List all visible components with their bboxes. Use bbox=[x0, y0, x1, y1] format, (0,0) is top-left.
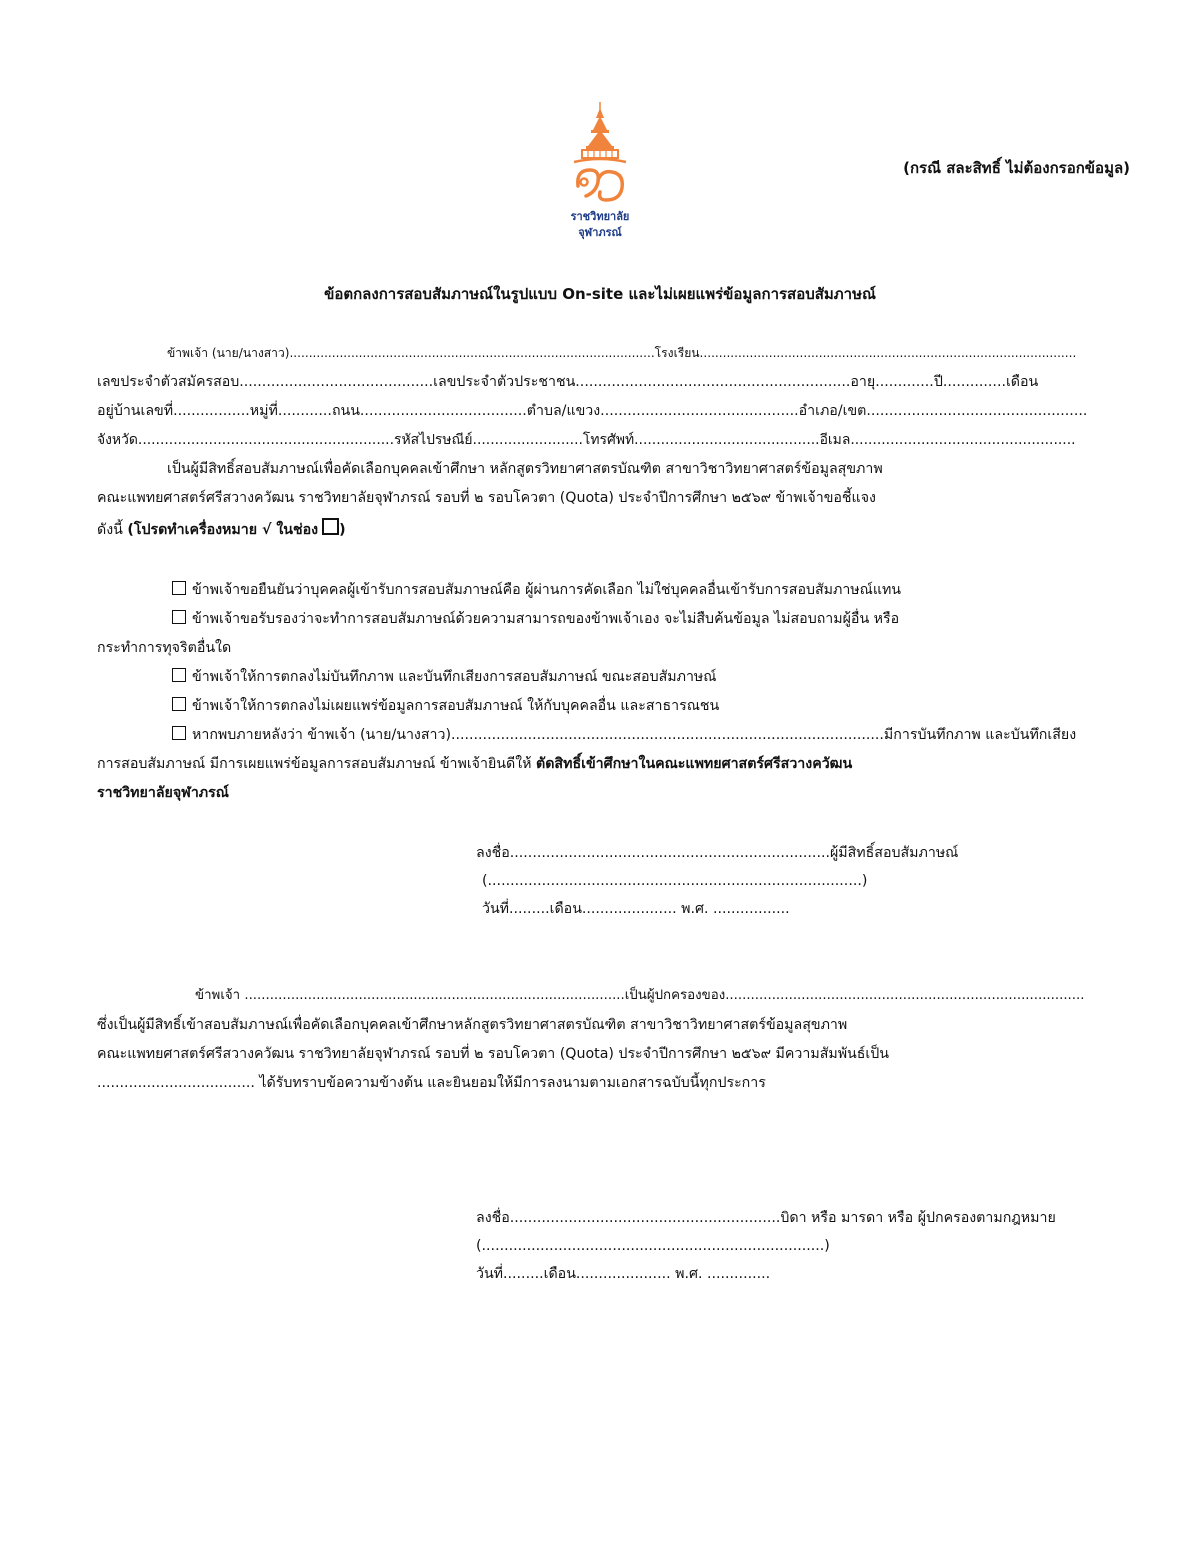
agreement-item-1-text: ข้าพเจ้าขอยืนยันว่าบุคคลผู้เข้ารับการสอบสัมภาษณ์คือ ผู้ผ่านการคัดเลือก ไม่ใช่บุคคลอื่นเข้ารับการสอบสัมภาษณ์แทน bbox=[192, 582, 902, 598]
info-line-contact: จังหวัด..........................................................รหัสไปรษณีย์.........................โทรศัพท์..........................................อีเมล................................................... bbox=[97, 432, 1076, 448]
document-title: ข้อตกลงการสอบสัมภาษณ์ในรูปแบบ On-site และไม่เผยแพร่ข้อมูลการสอบสัมภาษณ์ bbox=[324, 285, 876, 303]
info-line-ids-age: เลขประจำตัวสมัครสอบ...........................................เลขประจำตัวประชาชน.............................................................อายุ.............ปี..............เดือน bbox=[97, 374, 1039, 390]
checkbox-sample-icon bbox=[322, 518, 339, 535]
agreement-item-5-institution: ราชวิทยาลัยจุฬาภรณ์ bbox=[97, 785, 229, 801]
agreement-item-3-text: ข้าพเจ้าให้การตกลงไม่บันทึกภาพ และบันทึกเสียงการสอบสัมภาษณ์ ขณะสอบสัมภาษณ์ bbox=[192, 669, 717, 685]
agreement-item-2-cont: กระทำการทุจริตอื่นใด bbox=[97, 640, 232, 656]
agreement-item-5-cont bbox=[97, 751, 1087, 777]
guardian-line-1: ข้าพเจ้า ..........................................................................................เป็นผู้ปกครองของ..................................................................................... bbox=[195, 988, 1085, 1003]
applicant-signature-line: ลงชื่อ.......................................................................ผู้มีสิทธิ์สอบสัมภาษณ์ bbox=[476, 845, 959, 861]
agreement-item-5 bbox=[97, 722, 1087, 748]
guardian-line-2: ซึ่งเป็นผู้มีสิทธิ์เข้าสอบสัมภาษณ์เพื่อคัดเลือกบุคคลเข้าศึกษาหลักสูตรวิทยาศาสตรบัณฑิต สาขาวิชาวิทยาศาสตร์ข้อมูลสุขภาพ bbox=[97, 1017, 848, 1033]
agreement-item-1 bbox=[97, 577, 1087, 603]
agreement-checkbox-2[interactable] bbox=[172, 610, 186, 624]
logo-line-2: จุฬาภรณ์ bbox=[578, 226, 622, 239]
agreement-item-5-consent: การสอบสัมภาษณ์ มีการเผยแพร่ข้อมูลการสอบสัมภาษณ์ ข้าพเจ้ายินดีให้ bbox=[97, 756, 532, 772]
agreement-checkbox-4[interactable] bbox=[172, 697, 186, 711]
agreement-item-4-text: ข้าพเจ้าให้การตกลงไม่เผยแพร่ข้อมูลการสอบสัมภาษณ์ ให้กับบุคคลอื่น และสาธารณชน bbox=[192, 698, 720, 714]
waiver-note: (กรณี สละสิทธิ์ ไม่ต้องกรอกข้อมูล) bbox=[903, 159, 1130, 177]
applicant-printed-name: (...................................................................................) bbox=[482, 873, 868, 889]
info-line-address: อยู่บ้านเลขที่.................หมู่ที่............ถนน.....................................ตำบล/แขวง............................................อำเภอ/เขต................................................. bbox=[97, 403, 1087, 419]
checkmark-instruction-close: ) bbox=[339, 522, 346, 538]
agreement-item-5-penalty: ตัดสิทธิ์เข้าศึกษาในคณะแพทยศาสตร์ศรีสวางควัฒน bbox=[536, 756, 853, 772]
agreement-item-2-text: ข้าพเจ้าขอรับรองว่าจะทำการสอบสัมภาษณ์ด้วยความสามารถของข้าพเจ้าเอง จะไม่สืบค้นข้อมูล ไม่สอบถามผู้อื่น หรือ bbox=[192, 611, 900, 627]
agreement-checkbox-5[interactable] bbox=[172, 726, 186, 740]
logo-line-1: ราชวิทยาลัย bbox=[570, 210, 630, 223]
agreement-checkbox-1[interactable] bbox=[172, 581, 186, 595]
applicant-sign-date: วันที่.........เดือน..................... พ.ศ. ................. bbox=[482, 901, 790, 917]
guardian-sign-date: วันที่.........เดือน..................... พ.ศ. .............. bbox=[476, 1266, 771, 1282]
agreement-item-2 bbox=[97, 606, 1087, 632]
guardian-line-4: ................................... ได้รับทราบข้อความข้างต้น และยินยอมให้มีการลงนามตามเอกสารฉบับนี้ทุกประการ bbox=[97, 1075, 766, 1091]
eligibility-prefix: ดังนี้ bbox=[97, 522, 123, 538]
institution-logo bbox=[560, 100, 640, 240]
info-line-name-school: ข้าพเจ้า (นาย/นางสาว)...............................................................................................โรงเรียน.................................................................................................. bbox=[167, 346, 1077, 360]
agreement-item-4 bbox=[97, 693, 1087, 719]
agreement-checkbox-3[interactable] bbox=[172, 668, 186, 682]
guardian-printed-name: (............................................................................) bbox=[476, 1238, 830, 1254]
checkmark-instruction: (โปรดทำเครื่องหมาย √ ในช่อง bbox=[127, 522, 319, 538]
eligibility-line-3 bbox=[97, 517, 1087, 543]
eligibility-line-2: คณะแพทยศาสตร์ศรีสวางควัฒน ราชวิทยาลัยจุฬาภรณ์ รอบที่ ๒ รอบโควตา (Quota) ประจำปีการศึกษา ๒๕๖๙ ข้าพเจ้าขอชี้แจง bbox=[97, 490, 876, 506]
agreement-item-3 bbox=[97, 664, 1087, 690]
agreement-item-5-text: หากพบภายหลังว่า ข้าพเจ้า (นาย/นางสาว)................................................................................................มีการบันทึกภาพ และบันทึกเสียง bbox=[192, 727, 1077, 743]
guardian-line-3: คณะแพทยศาสตร์ศรีสวางควัฒน ราชวิทยาลัยจุฬาภรณ์ รอบที่ ๒ รอบโควตา (Quota) ประจำปีการศึกษา ๒๕๖๙ มีความสัมพันธ์เป็น bbox=[97, 1046, 889, 1062]
pagoda-emblem-icon bbox=[564, 100, 636, 208]
guardian-signature-line: ลงชื่อ............................................................บิดา หรือ มารดา หรือ ผู้ปกครองตามกฎหมาย bbox=[476, 1210, 1056, 1226]
eligibility-line-1: เป็นผู้มีสิทธิ์สอบสัมภาษณ์เพื่อคัดเลือกบุคคลเข้าศึกษา หลักสูตรวิทยาศาสตรบัณฑิต สาขาวิชาวิทยาศาสตร์ข้อมูลสุขภาพ bbox=[167, 461, 883, 477]
